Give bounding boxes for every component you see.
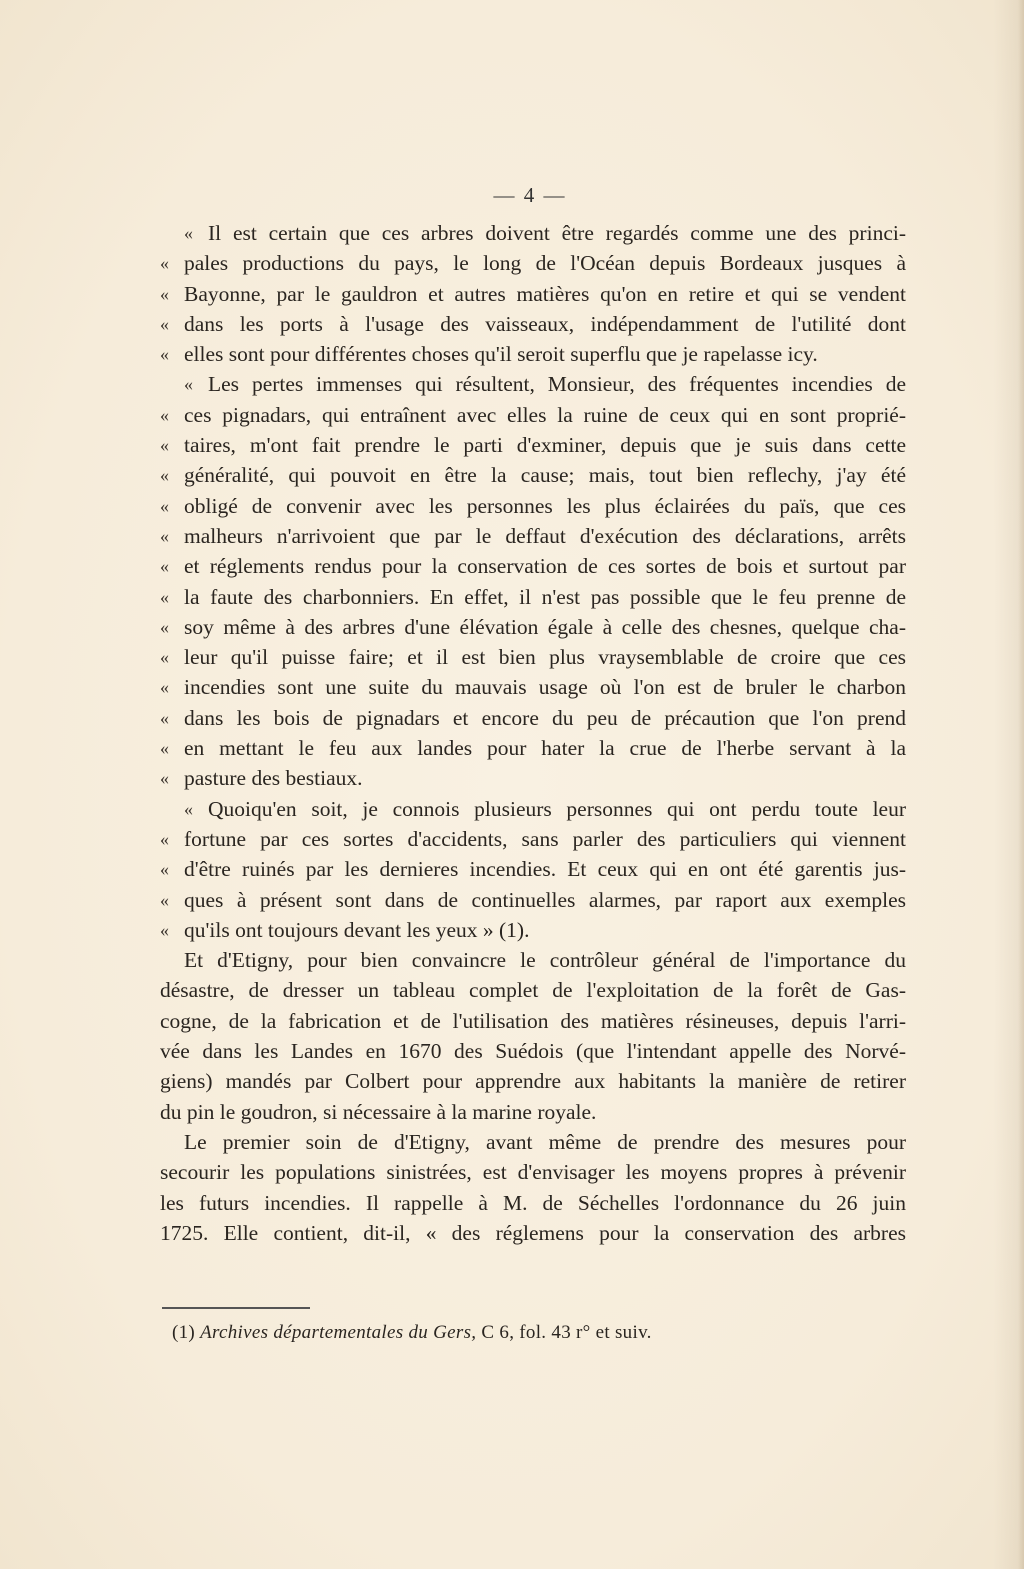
quote-mark: « (160, 677, 169, 698)
text-line: « généralité, qui pouvoit en être la cause; mais, tout bien reflechy, j'ay été (160, 460, 906, 490)
quote-mark: « (160, 859, 169, 880)
quote-mark: « (160, 495, 169, 516)
footnote-source: Archives départementales du Gers, (200, 1322, 477, 1343)
text-line: vée dans les Landes en 1670 des Suédois (que l'intendant appelle des Norvé- (160, 1039, 906, 1064)
quote-mark: « (160, 889, 169, 910)
quote-mark: « (160, 404, 169, 425)
body-text (160, 218, 906, 1248)
quote-mark: « (160, 253, 169, 274)
text-line: désastre, de dresser un tableau complet de l'exploitation de la forêt de Gas- (160, 978, 906, 1003)
page-edge (1018, 0, 1024, 1569)
text-line: les futurs incendies. Il rappelle à M. de Séchelles l'ordonnance du 26 juin (160, 1190, 906, 1215)
quote-mark: « (184, 798, 193, 819)
quote-mark: « (160, 435, 169, 456)
text-line: « fortune par ces sortes d'accidents, sans parler des particuliers qui viennent (160, 824, 906, 854)
footnote-reference: C 6, fol. 43 r° et suiv. (481, 1322, 652, 1343)
text-line: « la faute des charbonniers. En effet, il n'est pas possible que le feu prenne de (160, 582, 906, 612)
text-line: 1725. Elle contient, dit-il, « des réglemens pour la conservation des arbres (160, 1220, 906, 1245)
text-line: secourir les populations sinistrées, est d'envisager les moyens propres à prévenir (160, 1160, 906, 1185)
text-line: « soy même à des arbres d'une élévation égale à celle des chesnes, quelque cha- (160, 612, 906, 642)
text-line: « et réglements rendus pour la conservation de ces sortes de bois et surtout par (160, 551, 906, 581)
text-line: Le premier soin de d'Etigny, avant même de prendre des mesures pour (184, 1129, 906, 1154)
quote-mark: « (184, 223, 193, 243)
quote-mark: « (160, 828, 169, 849)
quote-mark: « (184, 374, 193, 395)
footnote-marker: (1) (172, 1322, 196, 1343)
text-line: « leur qu'il puisse faire; et il est bien plus vraysemblable de croire que ces (160, 642, 906, 672)
text-line: « en mettant le feu aux landes pour hater la crue de l'herbe servant à la (160, 733, 906, 763)
quote-mark: « (160, 616, 169, 637)
text-line: « obligé de convenir avec les personnes les plus éclairées du païs, que ces (160, 491, 906, 521)
footnote-divider (162, 1307, 310, 1309)
text-line: « incendies sont une suite du mauvais usage où l'on est de bruler le charbon (160, 672, 906, 702)
quote-mark: « (160, 768, 169, 789)
quote-mark: « (160, 465, 169, 486)
quote-mark: « (160, 586, 169, 607)
text-line: du pin le goudron, si nécessaire à la marine royale. (160, 1099, 597, 1124)
quote-mark: « (160, 647, 169, 668)
text-line: « Il est certain que ces arbres doivent être regardés comme une des princi- (160, 218, 906, 248)
text-line: « ces pignadars, qui entraînent avec elles la ruine de ceux qui en sont proprié- (160, 400, 906, 430)
quote-mark: « (160, 919, 169, 940)
quote-mark: « (160, 556, 169, 577)
quote-mark: « (160, 707, 169, 728)
quote-mark: « (160, 344, 169, 365)
text-line: « d'être ruinés par les dernieres incendies. Et ceux qui en ont été garentis jus- (160, 854, 906, 884)
text-line: « elles sont pour différentes choses qu'il seroit superflu que je rapelasse icy. (160, 339, 906, 369)
text-line: « dans les bois de pignadars et encore du peu de précaution que l'on prend (160, 703, 906, 733)
text-line: « Bayonne, par le gauldron et autres matières qu'on en retire et qui se vendent (160, 279, 906, 309)
quote-mark: « (160, 283, 169, 304)
text-line: « pasture des bestiaux. (160, 763, 906, 793)
text-line: « Les pertes immenses qui résultent, Monsieur, des fréquentes incendies de (160, 369, 906, 399)
quote-mark: « (160, 525, 169, 546)
quote-mark: « (160, 313, 169, 334)
quote-mark: « (160, 738, 169, 759)
text-line: « pales productions du pays, le long de l'Océan depuis Bordeaux jusques à (160, 248, 906, 278)
footnote (172, 1322, 652, 1344)
page-number: — 4 — (493, 183, 567, 207)
text-line: « ques à présent sont dans de continuelles alarmes, par raport aux exemples (160, 885, 906, 915)
text-line: « Quoiqu'en soit, je connois plusieurs personnes qui ont perdu toute leur (160, 794, 906, 824)
text-line: « malheurs n'arrivoient que par le deffaut d'exécution des déclarations, arrêts (160, 521, 906, 551)
text-line: cogne, de la fabrication et de l'utilisation des matières résineuses, depuis l'arri- (160, 1008, 906, 1033)
text-line: giens) mandés par Colbert pour apprendre aux habitants la manière de retirer (160, 1069, 906, 1094)
text-line: « taires, m'ont fait prendre le parti d'exminer, depuis que je suis dans cette (160, 430, 906, 460)
text-line: Et d'Etigny, pour bien convaincre le contrôleur général de l'importance du (184, 948, 906, 973)
text-line: « dans les ports à l'usage des vaisseaux, indépendamment de l'utilité dont (160, 309, 906, 339)
text-line: « qu'ils ont toujours devant les yeux » (1). (160, 915, 906, 945)
